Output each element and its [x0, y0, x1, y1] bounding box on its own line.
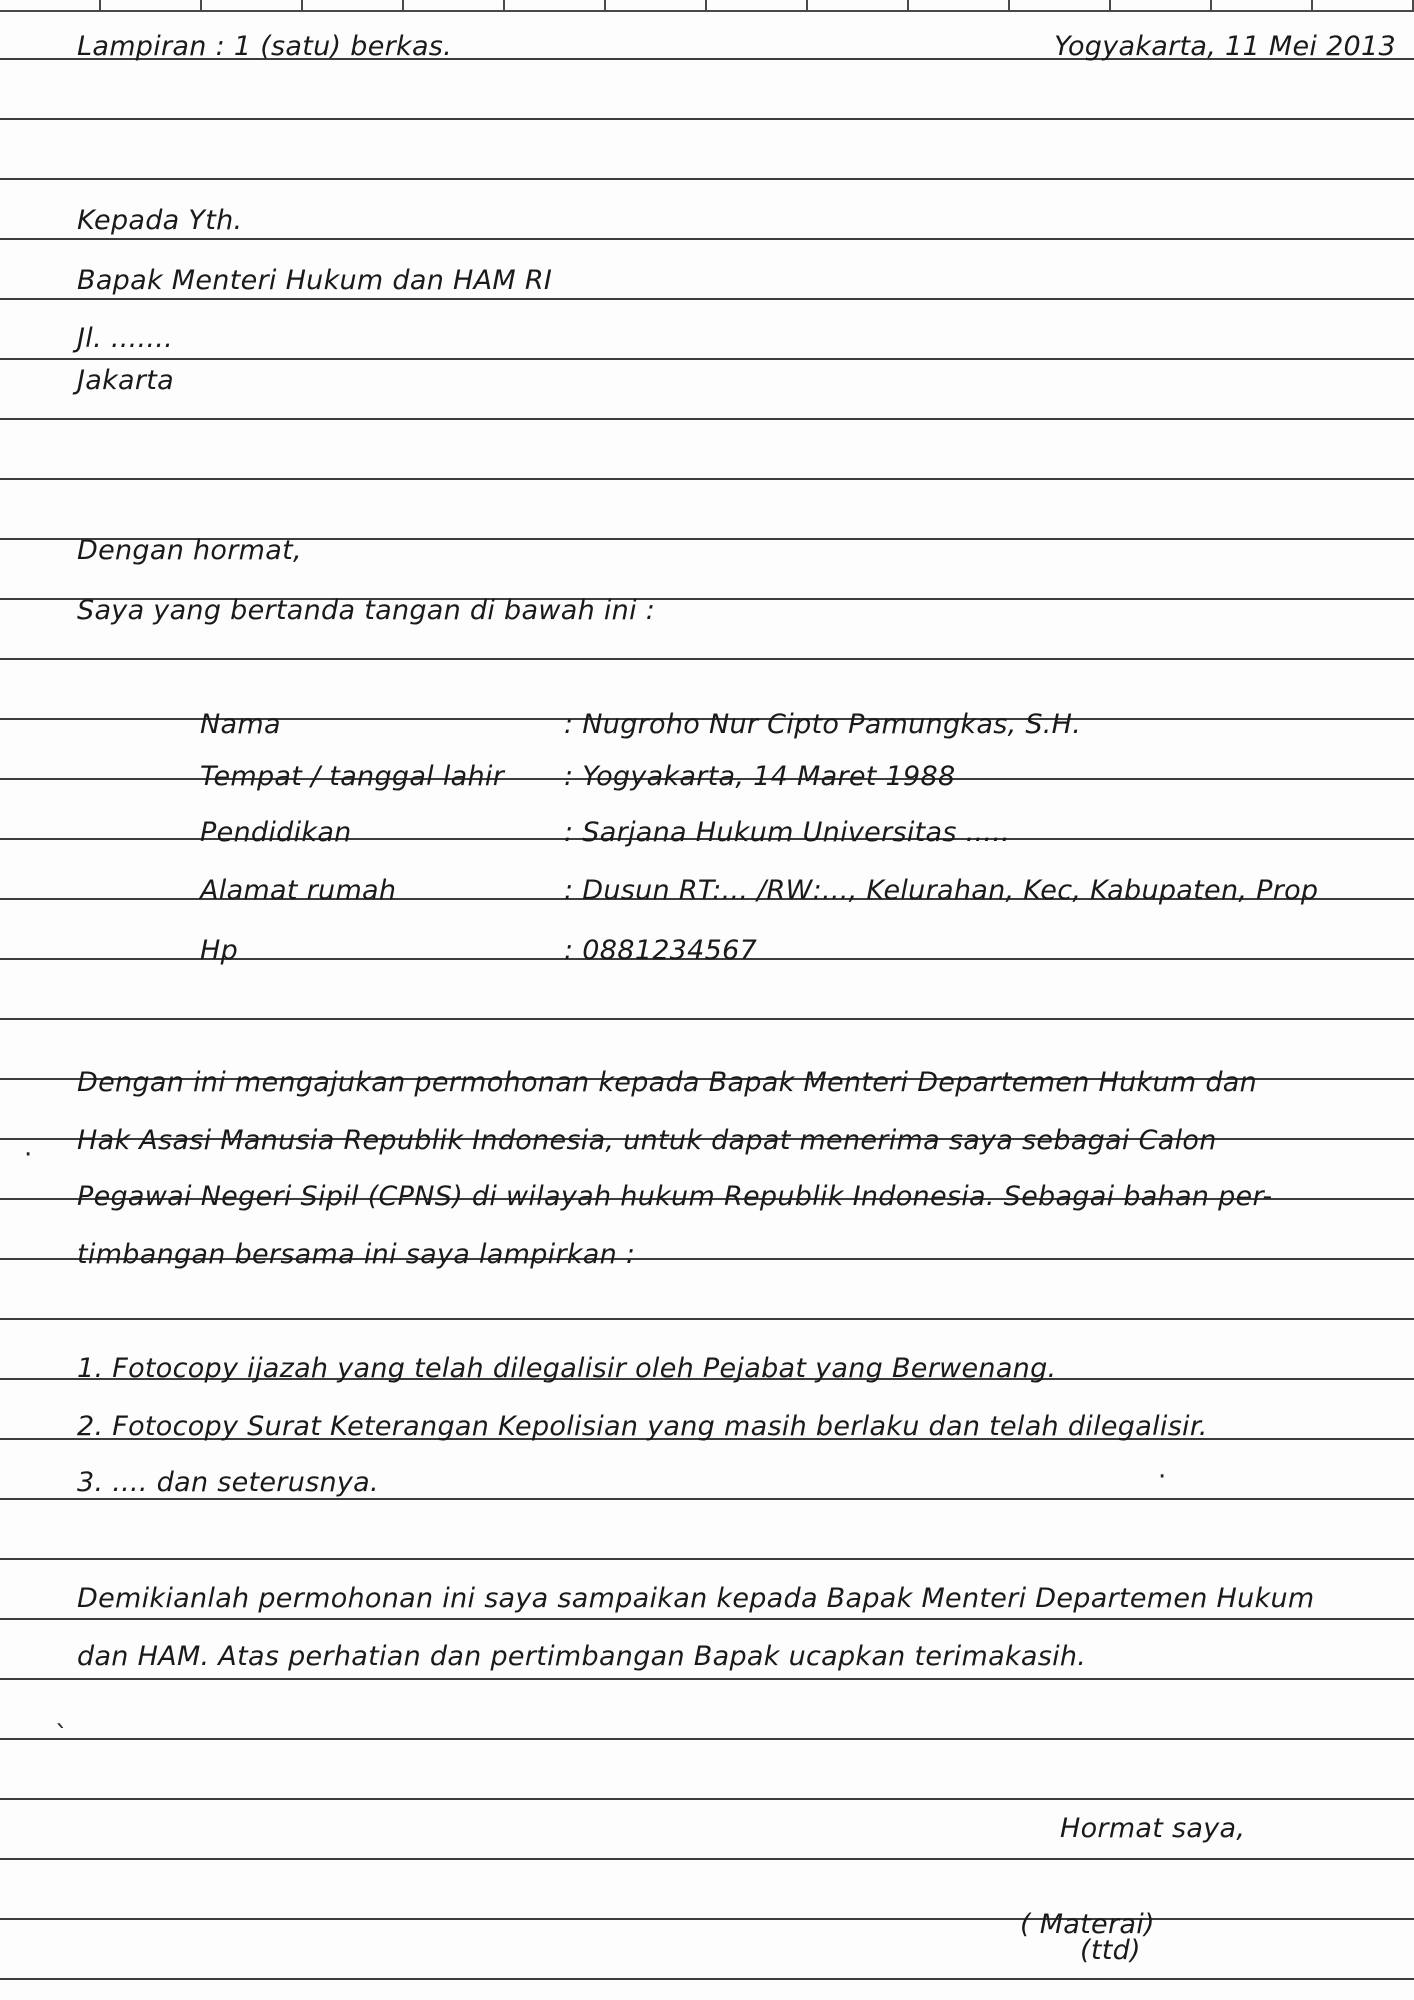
- recipient-city: Jakarta: [77, 365, 175, 396]
- closing-line: Demikianlah permohonan ini saya sampaikan kepada Bapak Menteri Departemen Hukum: [77, 1583, 1315, 1614]
- list-item: 1. Fotocopy ijazah yang telah dilegalisir oleh Pejabat yang Berwenang.: [77, 1353, 1057, 1384]
- stray-dot-mark: ·: [24, 1140, 33, 1170]
- identity-row: [200, 934, 1400, 968]
- identity-label: Pendidikan: [200, 817, 352, 848]
- identity-row: [200, 708, 1400, 742]
- closing-regards: Hormat saya,: [1060, 1813, 1246, 1844]
- greeting-salutation: Dengan hormat,: [77, 535, 302, 566]
- stray-dot-mark: ·: [1158, 1462, 1167, 1492]
- identity-row: [200, 874, 1400, 908]
- stray-tick-mark: ˎ: [55, 1699, 68, 1729]
- identity-label: Alamat rumah: [200, 875, 397, 906]
- identity-value: : Dusun RT:... /RW:..., Kelurahan, Kec, Kabupaten, Prop: [564, 875, 1319, 906]
- body-line: Hak Asasi Manusia Republik Indonesia, untuk dapat menerima saya sebagai Calon: [77, 1125, 1217, 1156]
- place-date: Yogyakarta, 11 Mei 2013: [1054, 31, 1396, 62]
- identity-label: Tempat / tanggal lahir: [200, 761, 505, 792]
- greeting-intro: Saya yang bertanda tangan di bawah ini :: [77, 595, 656, 626]
- identity-row: [200, 760, 1400, 794]
- identity-label: Hp: [200, 935, 239, 966]
- closing-line: dan HAM. Atas perhatian dan pertimbangan Bapak ucapkan terimakasih.: [77, 1641, 1087, 1672]
- body-line: Pegawai Negeri Sipil (CPNS) di wilayah hukum Republik Indonesia. Sebagai bahan per-: [77, 1181, 1273, 1212]
- identity-value: : Yogyakarta, 14 Maret 1988: [564, 761, 956, 792]
- list-item: 2. Fotocopy Surat Keterangan Kepolisian yang masih berlaku dan telah dilegalisir.: [77, 1411, 1208, 1442]
- attachment-line: Lampiran : 1 (satu) berkas.: [77, 31, 453, 62]
- body-line: Dengan ini mengajukan permohonan kepada Bapak Menteri Departemen Hukum dan: [77, 1067, 1258, 1098]
- signature-placeholder: (ttd): [1080, 1935, 1141, 1966]
- stamp-placeholder: ( Materai): [1020, 1909, 1155, 1940]
- identity-label: Nama: [200, 709, 281, 740]
- identity-row: [200, 816, 1400, 850]
- recipient-title: Bapak Menteri Hukum dan HAM RI: [77, 265, 553, 296]
- identity-value: : 0881234567: [564, 935, 758, 966]
- identity-value: : Nugroho Nur Cipto Pamungkas, S.H.: [564, 709, 1082, 740]
- recipient-salutation: Kepada Yth.: [77, 205, 243, 236]
- recipient-street: Jl. .......: [77, 323, 174, 354]
- body-line: timbangan bersama ini saya lampirkan :: [77, 1239, 636, 1270]
- identity-value: : Sarjana Hukum Universitas .....: [564, 817, 1011, 848]
- list-item: 3. .... dan seterusnya.: [77, 1467, 379, 1498]
